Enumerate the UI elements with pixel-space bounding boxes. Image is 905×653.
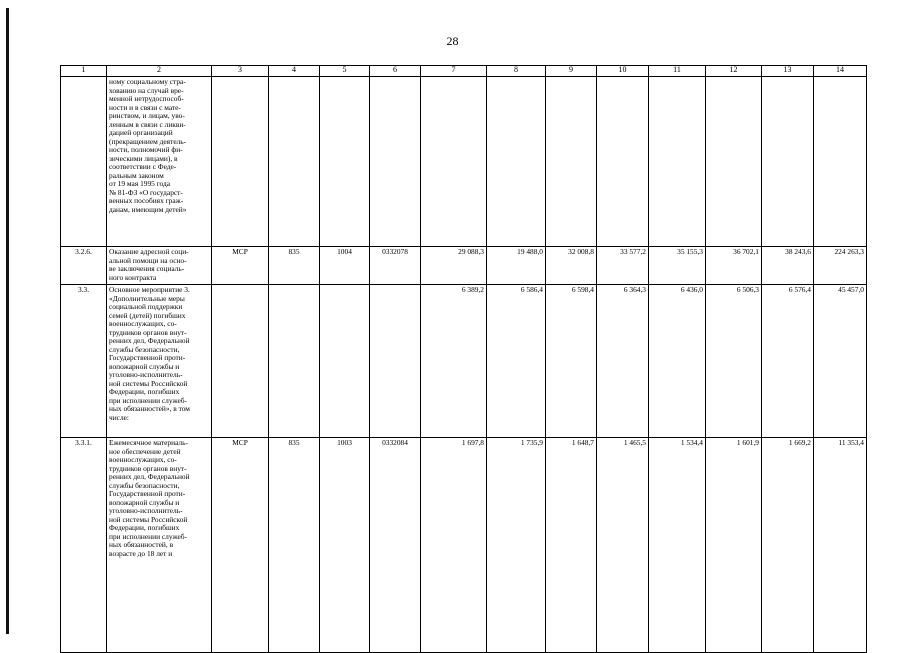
- value-col11-cell: [649, 77, 706, 247]
- description-line: вопожарной службы и: [109, 497, 180, 507]
- executor-cell: МСР: [212, 247, 269, 285]
- table-row: [61, 285, 867, 438]
- value-col11-cell: 35 155,3: [649, 247, 706, 285]
- description-line: альной помощи на осно-: [109, 255, 187, 265]
- header-cell: 12: [706, 66, 762, 77]
- value-col12-cell: [706, 77, 762, 247]
- description-line: от 19 мая 1995 года: [109, 179, 171, 188]
- description-line: при исполнении служеб-: [109, 395, 187, 405]
- header-cell: 3: [212, 66, 269, 77]
- description-line: ных обязанностей», в том: [109, 404, 190, 413]
- description-line: службы безопасности,: [109, 344, 180, 354]
- header-cell: 2: [107, 66, 212, 77]
- grbs-cell: [269, 285, 320, 438]
- description-line: Федерации, погибших: [109, 387, 180, 396]
- description-line: ринством, и лицам, уво-: [109, 111, 185, 120]
- description-line: ренних дел, Федеральной: [109, 472, 190, 481]
- description-line: ному социальному стра-: [109, 77, 186, 86]
- header-cell: 8: [487, 66, 546, 77]
- description-cell: [107, 438, 212, 653]
- description-line: уголовно-исполнитель-: [109, 370, 183, 379]
- description-line: венных пособиях граж-: [109, 196, 184, 205]
- grbs-cell: 835: [269, 247, 320, 285]
- description-line: ной системы Российской: [109, 378, 188, 388]
- value-col12-cell: 1 601,9: [706, 438, 762, 653]
- description-line: ве заключения социаль-: [109, 264, 185, 273]
- description-line: Оказание адресной соци-: [109, 247, 189, 256]
- header-cell: 5: [320, 66, 370, 77]
- description-line: военнослужащих, со-: [109, 455, 177, 464]
- description-line: числе:: [109, 412, 129, 422]
- description-line: ности, полномочий фи-: [109, 145, 183, 154]
- rzpr-cell: [320, 77, 370, 247]
- value-col13-cell: 1 669,2: [762, 438, 814, 653]
- description-line: Государственной проти-: [109, 353, 186, 362]
- value-col9-cell: 1 648,7: [546, 438, 597, 653]
- description-line: трудников органов внут-: [109, 327, 187, 337]
- description-line: ное обеспечение детей: [109, 446, 181, 456]
- value-col8-cell: 19 488,0: [487, 247, 546, 285]
- description-line: «Дополнительные меры: [109, 293, 185, 303]
- rzpr-cell: 1003: [320, 438, 370, 653]
- csr-cell: [370, 77, 421, 247]
- value-col13-cell: 38 243,6: [762, 247, 814, 285]
- value-col13-cell: 6 576,4: [762, 285, 814, 438]
- executor-cell: [212, 285, 269, 438]
- csr-cell: 0332078: [370, 247, 421, 285]
- csr-cell: [370, 285, 421, 438]
- table-row: [61, 77, 867, 247]
- value-col9-cell: 6 598,4: [546, 285, 597, 438]
- value-col8-cell: [487, 77, 546, 247]
- description-line: ральным законом: [109, 170, 164, 180]
- description-line: Государственной проти-: [109, 489, 186, 498]
- grbs-cell: 835: [269, 438, 320, 653]
- description-line: Ежемесячное материаль-: [109, 438, 188, 447]
- header-cell: 7: [421, 66, 487, 77]
- value-col11-cell: 6 436,0: [649, 285, 706, 438]
- description-line: зическими лицами), в: [109, 153, 178, 163]
- description-line: № 81-ФЗ «О государст-: [109, 187, 183, 197]
- description-cell: [107, 247, 212, 285]
- total-cell: 224 263,3: [814, 247, 867, 285]
- value-col7-cell: 1 697,8: [421, 438, 487, 653]
- total-cell: 11 353,4: [814, 438, 867, 653]
- rzpr-cell: 1004: [320, 247, 370, 285]
- binding-edge: [6, 8, 9, 634]
- description-line: хованию на случай вре-: [109, 85, 184, 95]
- description-line: Федерации, погибших: [109, 523, 180, 532]
- description-cell: [107, 77, 212, 247]
- description-line: менной нетрудоспособ-: [109, 94, 184, 103]
- value-col8-cell: 1 735,9: [487, 438, 546, 653]
- budget-table: [60, 65, 867, 653]
- description-line: соответствии с Феде-: [109, 162, 177, 171]
- description-line: ного контракта: [109, 272, 157, 282]
- item-number-cell: 3.2.6.: [61, 247, 107, 285]
- description-line: службы безопасности,: [109, 480, 180, 490]
- value-col9-cell: [546, 77, 597, 247]
- value-col8-cell: 6 586,4: [487, 285, 546, 438]
- item-number-cell: 3.3.: [61, 285, 107, 438]
- rzpr-cell: [320, 285, 370, 438]
- value-col11-cell: 1 534,4: [649, 438, 706, 653]
- table-row: [61, 247, 867, 285]
- description-line: ности и в связи с мате-: [109, 102, 181, 112]
- value-col9-cell: 32 008,8: [546, 247, 597, 285]
- value-col7-cell: [421, 77, 487, 247]
- description-line: (прекращением деятель-: [109, 136, 187, 146]
- header-cell: 10: [597, 66, 649, 77]
- executor-cell: [212, 77, 269, 247]
- value-col7-cell: 29 088,3: [421, 247, 487, 285]
- header-cell: 11: [649, 66, 706, 77]
- total-cell: 45 457,0: [814, 285, 867, 438]
- value-col12-cell: 36 702,1: [706, 247, 762, 285]
- header-cell: 4: [269, 66, 320, 77]
- header-cell: 14: [814, 66, 867, 77]
- value-col10-cell: [597, 77, 649, 247]
- value-col12-cell: 6 506,3: [706, 285, 762, 438]
- description-line: ных обязанностей, в: [109, 540, 174, 549]
- table-row: [61, 438, 867, 653]
- description-line: военнослужащих, со-: [109, 319, 177, 328]
- description-line: при исполнении служеб-: [109, 531, 187, 541]
- header-cell: 13: [762, 66, 814, 77]
- description-cell: [107, 285, 212, 438]
- item-number-cell: [61, 77, 107, 247]
- csr-cell: 0332084: [370, 438, 421, 653]
- value-col10-cell: 33 577,2: [597, 247, 649, 285]
- description-line: дацией организаций: [109, 128, 173, 137]
- description-line: трудников органов внут-: [109, 463, 187, 473]
- description-line: вопожарной службы и: [109, 361, 180, 371]
- header-row: [61, 66, 867, 77]
- description-line: семей (детей) погибших: [109, 310, 186, 320]
- description-line: социальной поддержки: [109, 302, 183, 311]
- header-cell: 1: [61, 66, 107, 77]
- executor-cell: МСР: [212, 438, 269, 653]
- description-line: возрасте до 18 лет и: [109, 548, 173, 558]
- header-cell: 6: [370, 66, 421, 77]
- description-line: данам, имеющим детей»: [109, 204, 187, 214]
- description-line: Основное мероприятие 3.: [109, 285, 190, 294]
- description-line: ной системы Российской: [109, 514, 188, 524]
- value-col10-cell: 1 465,5: [597, 438, 649, 653]
- page-number: 28: [446, 34, 459, 48]
- description-line: ленным в связи с ликви-: [109, 119, 186, 129]
- value-col7-cell: 6 389,2: [421, 285, 487, 438]
- value-col13-cell: [762, 77, 814, 247]
- total-cell: [814, 77, 867, 247]
- description-line: ренних дел, Федеральной: [109, 336, 190, 345]
- header-cell: 9: [546, 66, 597, 77]
- value-col10-cell: 6 364,3: [597, 285, 649, 438]
- grbs-cell: [269, 77, 320, 247]
- description-line: уголовно-исполнитель-: [109, 506, 183, 515]
- item-number-cell: 3.3.1.: [61, 438, 107, 653]
